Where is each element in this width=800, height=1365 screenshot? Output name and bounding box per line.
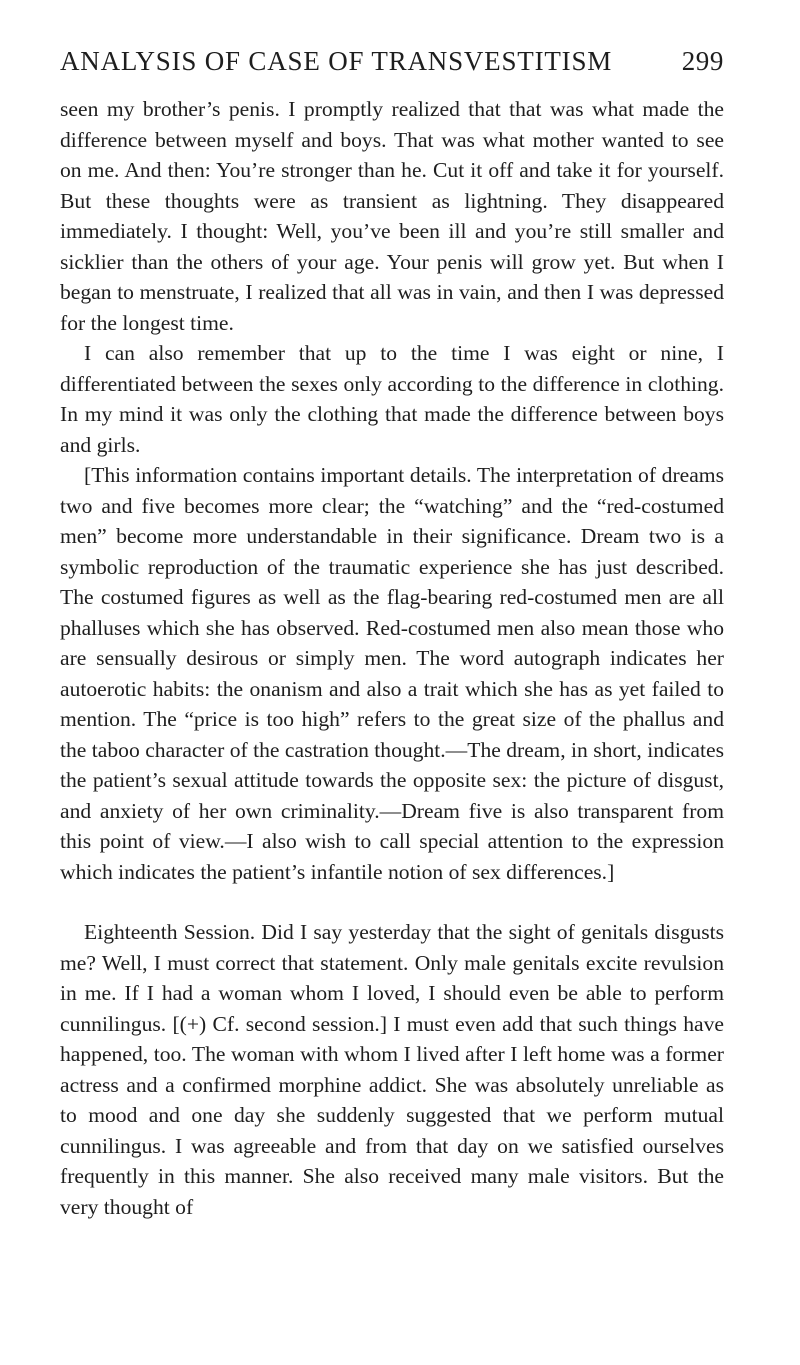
running-header <box>60 46 724 77</box>
body-text <box>60 94 724 1222</box>
running-title: ANALYSIS OF CASE OF TRANSVESTITISM <box>60 46 613 76</box>
paragraph-commentary: [This information contains important details. The interpretation of dreams two and five becomes more clear; the “watching” and the “red-costumed men” become more understandable in their significance. Dream two is a symbolic reproduction of the traumatic experience she has just described. The costumed figures as well as the flag-bearing red-costumed men are all phalluses which she has observed. Red-costumed men also mean those who are sensually desirous or simply men. The word autograph indicates her autoerotic habits: the onanism and also a trait which she has as yet failed to mention. The “price is too high” refers to the great size of the phallus and the taboo character of the castration thought.—The dream, in short, indicates the patient’s sexual attitude towards the opposite sex: the picture of disgust, and anxiety of her own criminality.—Dream five is also transparent from this point of view.—I also wish to call special attention to the expression which indicates the patient’s infantile notion of sex differences.] <box>60 463 724 884</box>
page-number: 299 <box>681 46 724 76</box>
paragraph-continuation: seen my brother’s penis. I promptly realized that that was what made the difference between myself and boys. That was what mother wanted to see on me. And then: You’re stronger than he. Cut it off and take it for yourself. But these thoughts were as transient as lightning. They disappeared immediately. I thought: Well, you’ve been ill and you’re still smaller and sicklier than the others of your age. Your penis will grow yet. But when I began to menstruate, I realized that all was in vain, and then I was depressed for the longest time. <box>60 97 724 335</box>
paragraph-eighteenth-session: Eighteenth Session. Did I say yesterday that the sight of genitals disgusts me? Well, I must correct that statement. Only male genitals excite revulsion in me. If I had a woman whom I loved, I should even be able to perform cunnilingus. [(+) Cf. second session.] I must even add that such things have happened, too. The woman with whom I lived after I left home was a former actress and a confirmed morphine addict. She was absolutely unreliable as to mood and one day she suddenly suggested that we perform mutual cunnilingus. I was agreeable and from that day on we satisfied ourselves frequently in this manner. She also received many male visitors. But the very thought of <box>60 920 724 1219</box>
paragraph-clothing: I can also remember that up to the time I was eight or nine, I differentiated between the sexes only according to the difference in clothing. In my mind it was only the clothing that made the difference between boys and girls. <box>60 341 724 457</box>
